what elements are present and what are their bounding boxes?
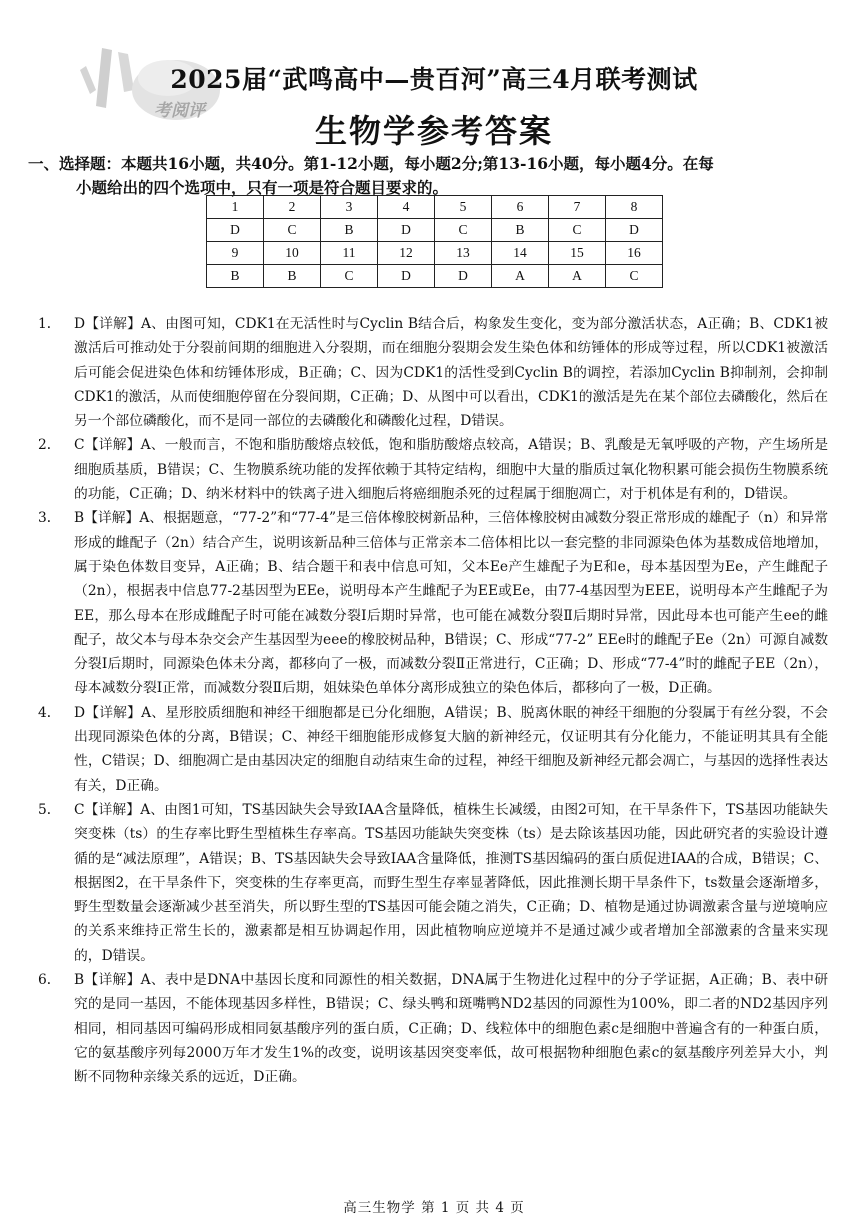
explanation-item [38, 312, 828, 433]
table-cell: C [606, 265, 663, 288]
table-cell: B [321, 219, 378, 242]
item-text: B【详解】A、表中是DNA中基因长度和同源性的相关数据，DNA属于生物进化过程中的分子学证据，A正确；B、表中研究的是同一基因，不能体现基因多样性，B错误；C、绿头鸭和斑嘴鸭ND2基因的同源性为100%，即二者的ND2基因序列相同，相同基因可编码形成相同氨基酸序列的蛋白质，C正确；D、线粒体中的细胞色素c是细胞中普遍含有的一种蛋白质，它的氨基酸序列每2000万年才发生1%的改变，说明该基因突变率低，故可根据物种细胞色素c的氨基酸序列差异大小，判断不同物种亲缘关系的远近，D正确。 [74, 972, 828, 1086]
item-text: C【详解】A、一般而言，不饱和脂肪酸熔点较低，饱和脂肪酸熔点较高，A错误；B、乳酸是无氧呼吸的产物，产生场所是细胞质基质，B错误；C、生物膜系统功能的发挥依赖于其特定结构，细胞中大量的脂质过氧化物积累可能会损伤生物膜系统的功能，C正确；D、纳米材料中的铁离子进入细胞后将癌细胞杀死的过程属于细胞凋亡，对于机体是有利的，D错误。 [74, 437, 828, 503]
explanation-item [38, 506, 828, 700]
table-row [207, 242, 663, 265]
table-cell: B [264, 265, 321, 288]
explanation-item [38, 433, 828, 506]
exam-title: 2025届“武鸣高中—贵百河”高三4月联考测试 [170, 65, 698, 94]
item-number: 2． [38, 437, 61, 454]
section-heading-line2: 小题给出的四个选项中，只有一项是符合题目要求的。 [76, 178, 449, 197]
item-text: D【详解】A、星形胶质细胞和神经干细胞都是已分化细胞，A错误；B、脱离休眠的神经干细胞的分裂属于有丝分裂，不会出现同源染色体的分离，B错误；C、神经干细胞能形成修复大脑的新神经元，仅证明其有分化能力，不能证明其具有全能性，C错误；D、细胞凋亡是由基因决定的细胞自动结束生命的过程，神经干细胞及新神经元都会凋亡，与基因的选择性表达有关，D正确。 [74, 704, 828, 794]
table-cell: A [492, 265, 549, 288]
table-row [207, 196, 663, 219]
document-subtitle: 生物学参考答案 [314, 112, 553, 150]
item-number: 5． [38, 801, 61, 818]
table-cell: C [549, 219, 606, 242]
table-cell: D [606, 219, 663, 242]
table-cell: B [492, 219, 549, 242]
table-cell: D [207, 219, 264, 242]
table-cell: A [549, 265, 606, 288]
table-cell: C [435, 219, 492, 242]
table-cell: C [321, 265, 378, 288]
table-cell: 4 [378, 196, 435, 219]
watermark-text: 考阅评 [154, 101, 205, 121]
table-cell: 1 [207, 196, 264, 219]
section-heading-line1: 一、选择题：本题共16小题，共40分。第1-12小题，每小题2分;第13-16小题，每小题4分。在每 [28, 154, 714, 173]
item-text: D【详解】A、由图可知，CDK1在无活性时与Cyclin B结合后，构象发生变化，变为部分激活状态，A正确；B、CDK1被激活后可推动处于分裂前间期的细胞进入分裂期，而在细胞分裂期会发生染色体和纺锤体的形成等过程，所以CDK1被激活后可能会促进染色体和纺锤体形成，B正确；C、因为CDK1的活性受到Cyclin B的调控，若添加Cyclin B抑制剂，会抑制CDK1的激活，从而使细胞停留在分裂间期，C正确；D、从图中可以看出，CDK1的激活是先在某个部位去磷酸化，然后在另一个部位磷酸化，而不是同一部位的去磷酸化和磷酸化过程，D错误。 [74, 316, 828, 430]
item-text: B【详解】A、根据题意，“77-2”和“77-4”是三倍体橡胶树新品种，三倍体橡胶树由减数分裂正常形成的雄配子（n）和异常形成的雌配子（2n）结合产生，说明该新品种三倍体与正常亲本二倍体相比以一套完整的非同源染色体为基数成倍地增加，属于染色体数目变异，A正确；B、结合题干和表中信息可知，父本Ee产生雄配子为E和e，母本基因型为Ee，产生雌配子（2n），根据表中信息77-2基因型为EEe，说明母本产生雌配子为EE或Ee，由77-4基因型为EEE，说明母本产生雌配子为EE，那么母本在形成雌配子时可能在减数分裂Ⅰ后期时异常，也可能在减数分裂Ⅱ后期时异常，因此母本也可能产生ee的雌配子，故父本与母本杂交会产生基因型为eee的橡胶树品种，B错误；C、形成“77-2” EEe时的雌配子Ee（2n）可源自减数分裂Ⅰ后期时，同源染色体未分离，都移向了一极，而减数分裂Ⅱ正常进行，C正确；D、形成“77-4”时的雌配子EE（2n），母本减数分裂Ⅰ正常，而减数分裂Ⅱ后期，姐妹染色单体分离形成独立的染色体后，都移向了一极，D正确。 [74, 510, 828, 697]
table-cell: 9 [207, 242, 264, 265]
explanation-item [38, 701, 828, 798]
explanation-item [38, 968, 828, 1089]
answer-table [206, 195, 663, 288]
table-cell: C [264, 219, 321, 242]
table-cell: 12 [378, 242, 435, 265]
table-cell: 3 [321, 196, 378, 219]
table-cell: 10 [264, 242, 321, 265]
item-number: 4． [38, 704, 61, 721]
table-cell: 11 [321, 242, 378, 265]
item-text: C【详解】A、由图1可知，TS基因缺失会导致IAA含量降低，植株生长减缓，由图2可知，在干旱条件下，TS基因功能缺失突变株（ts）的生存率比野生型植株生存率高。TS基因功能缺失突变株（ts）是去除该基因功能，因此研究者的实验设计遵循的是“减法原理”，A错误；B、TS基因缺失会导致IAA含量降低，推测TS基因编码的蛋白质促进IAA的合成，B错误；C、根据图2，在干旱条件下，突变株的生存率更高，而野生型生存率显著降低，因此推测长期干旱条件下，ts数量会逐渐增多，野生型数量会逐渐减少甚至消失，所以野生型的TS基因可能会随之消失，C正确；D、植物是通过协调激素含量与逆境响应的关系来维持正常生长的，激素都是相互协调起作用，因此植物响应逆境并不是通过减少或者增加全部激素的含量来实现的，D错误。 [74, 801, 828, 964]
table-cell: D [435, 265, 492, 288]
table-cell: D [378, 219, 435, 242]
section-heading [28, 152, 838, 200]
table-cell: 14 [492, 242, 549, 265]
explanation-item [38, 798, 828, 968]
table-row [207, 265, 663, 288]
table-cell: 7 [549, 196, 606, 219]
table-cell: 2 [264, 196, 321, 219]
item-number: 6． [38, 972, 61, 989]
table-row [207, 219, 663, 242]
table-cell: B [207, 265, 264, 288]
table-cell: 15 [549, 242, 606, 265]
page-footer: 高三生物学 第 1 页 共 4 页 [343, 1200, 525, 1216]
table-cell: 6 [492, 196, 549, 219]
table-cell: 16 [606, 242, 663, 265]
table-cell: 8 [606, 196, 663, 219]
table-cell: 13 [435, 242, 492, 265]
explanations [38, 312, 828, 1090]
table-cell: D [378, 265, 435, 288]
item-number: 1． [38, 316, 61, 332]
table-cell: 5 [435, 196, 492, 219]
item-number: 3． [38, 510, 61, 527]
